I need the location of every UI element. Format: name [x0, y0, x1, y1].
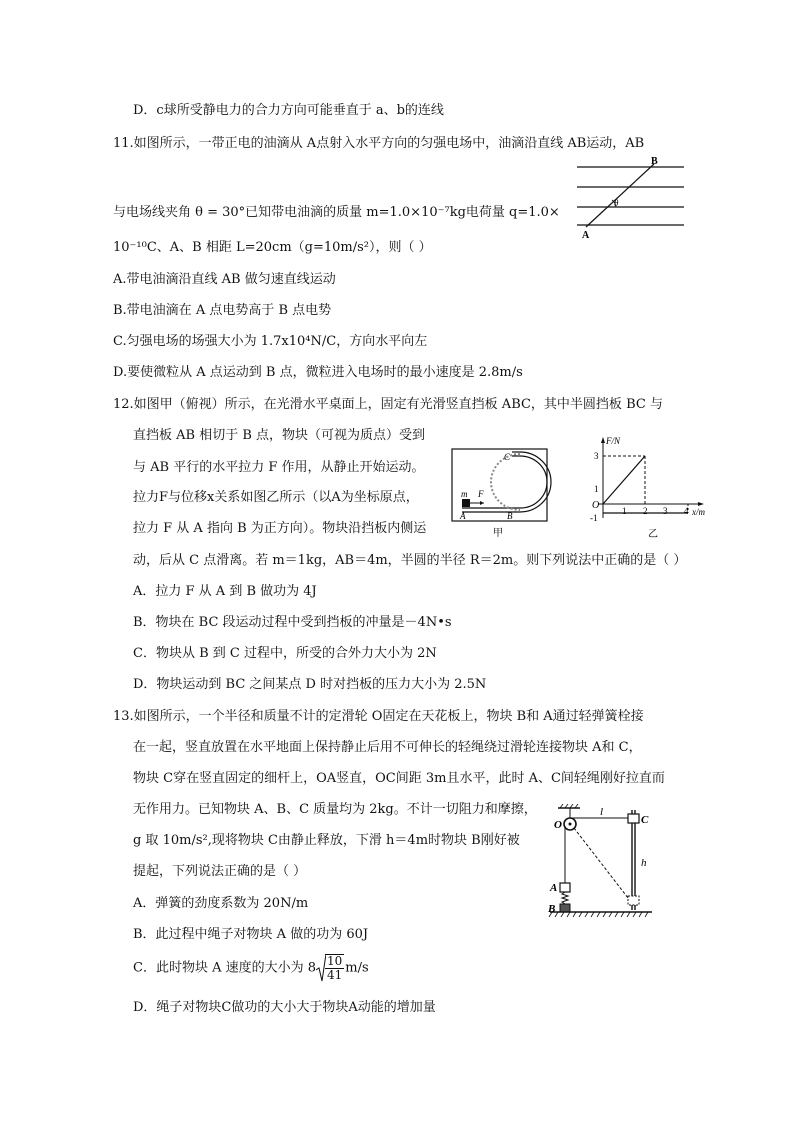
q12-jia-label-f: F: [478, 489, 484, 499]
q11-figure: [572, 155, 692, 241]
q13-option-c-text: C．此时物块 A 速度的大小为 8: [133, 960, 317, 976]
q12-jia-label-b: B: [507, 511, 513, 521]
q11-fig-label-a: A: [582, 230, 590, 241]
q12-stem-line-2: 直挡板 AB 相切于 B 点，物块（可视为质点）受到: [133, 428, 426, 443]
q12-figure-yi: [588, 432, 713, 542]
q13-option-c: [133, 953, 369, 983]
q12-option-a: A．拉力 F 从 A 到 B 做功为 4J: [133, 584, 317, 599]
q13-option-c-fraction: [325, 954, 344, 982]
q12-stem-line-5: 拉力 F 从 A 指向 B 为正方向）。物块沿挡板内侧运: [133, 521, 427, 536]
q13-stem-line-6: 提起，下列说法正确的是（ ）: [133, 864, 307, 879]
q12-yi-ytick: 1: [594, 484, 599, 494]
q12-yi-xtick: 1: [622, 506, 627, 516]
q13-stem-line-4: 无作用力。已知物块 A、B、C 质量均为 2kg。不计一切阻力和摩擦，: [133, 802, 537, 817]
q13-fig-label-l: l: [600, 806, 604, 818]
q12-stem-line-6: 动，后从 C 点滑离。若 m＝1kg，AB＝4m，半圆的半径 R＝2m。则下列说法中正确的是（ ）: [133, 553, 687, 568]
q12-option-d: D．物块运动到 BC 之间某点 D 时对挡板的压力大小为 2.5N: [133, 677, 487, 692]
q12-yi-xtick: 3: [663, 506, 668, 516]
q13-option-a: A．弹簧的劲度系数为 20N/m: [133, 896, 309, 911]
q12-stem-line-1: 12.如图甲（俯视）所示，在光滑水平桌面上，固定有光滑竖直挡板 ABC，其中半圆挡板 BC 与: [113, 397, 663, 412]
q12-jia-label-c: C: [504, 452, 511, 462]
q13-stem-line-3: 物块 C穿在竖直固定的细杆上，OA竖直，OC间距 3m且水平，此时 A、C间轻绳刚好拉直而: [133, 771, 665, 786]
q12-yi-xlabel: x/m: [692, 507, 705, 517]
q13-stem-line-1: 13.如图所示，一个半径和质量不计的定滑轮 O固定在天花板上，物块 B和 A通过轻弹簧栓接: [113, 709, 644, 724]
q13-fig-label-c: C: [641, 814, 649, 826]
q12-yi-ytick: -1: [590, 513, 598, 523]
q11-stem-line-2: 与电场线夹角 θ = 30°已知带电油滴的质量 m=1.0×10⁻⁷kg电荷量 q=1.0×: [113, 205, 560, 220]
fraction-numerator: 10: [327, 954, 343, 968]
q13-option-b: B．此过程中绳子对物块 A 做的功为 60J: [133, 927, 369, 942]
q12-stem-line-4: 拉力F与位移x关系如图乙所示（以A为坐标原点，: [133, 490, 419, 505]
q12-figure-jia: [450, 446, 552, 538]
q13-fig-label-h: h: [641, 857, 647, 869]
q11-fig-theta: θ: [614, 198, 619, 208]
sqrt-symbol: [316, 953, 326, 983]
q12-jia-label-a: A: [460, 511, 466, 521]
q12-yi-ylabel: F/N: [606, 436, 621, 446]
q12-stem-line-3: 与 AB 平行的水平拉力 F 作用，从静止开始运动。: [133, 460, 425, 475]
q12-yi-xtick: 2: [643, 506, 648, 516]
q13-option-d: D．绳子对物块C做功的大小大于物块A动能的增加量: [133, 1000, 436, 1015]
q10-option-d: D．c球所受静电力的合力方向可能垂直于 a、b的连线: [133, 103, 444, 118]
q11-option-d: D.要使微粒从 A 点运动到 B 点，微粒进入电场时的最小速度是 2.8m/s: [113, 365, 523, 380]
q12-jia-caption: 甲: [493, 528, 503, 538]
q11-option-a: A.带电油滴沿直线 AB 做匀速直线运动: [113, 272, 336, 287]
fraction-denominator: 41: [327, 968, 343, 982]
q13-fig-label-b: B: [548, 903, 556, 915]
q11-option-c: C.匀强电场的场强大小为 1.7x10⁴N/C，方向水平向左: [113, 334, 428, 349]
q12-yi-ytick: 3: [594, 451, 599, 461]
q13-stem-line-5: g 取 10m/s²,现将物块 C由静止释放，下滑 h＝4m时物块 B刚好被: [133, 833, 520, 848]
q11-option-b: B.带电油滴在 A 点电势高于 B 点电势: [113, 303, 332, 318]
q12-option-b: B．物块在 BC 段运动过程中受到挡板的冲量是－4N•s: [133, 615, 452, 630]
q11-stem-line-1: 11.如图所示，一带正电的油滴从 A点射入水平方向的匀强电场中，油滴沿直线 AB运动，AB: [113, 136, 645, 151]
q13-option-c-unit: m/s: [345, 960, 369, 976]
q12-yi-xtick: 4: [684, 506, 689, 516]
q12-jia-label-m: m: [461, 489, 468, 499]
q13-fig-label-a: A: [550, 882, 558, 894]
q12-yi-caption: 乙: [648, 529, 658, 540]
q13-figure: [540, 800, 660, 922]
q11-stem-line-3: 10⁻¹⁰C、A、B 相距 L=20cm（g=10m/s²），则（ ）: [113, 240, 432, 255]
q13-stem-line-2: 在一起，竖直放置在水平地面上保持静止后用不可伸长的轻绳绕过滑轮连接物块 A和 C，: [133, 740, 642, 755]
q13-fig-label-o: O: [554, 819, 562, 831]
q12-option-c: C．物块从 B 到 C 过程中，所受的合外力大小为 2N: [133, 646, 437, 661]
q12-yi-origin: O: [592, 500, 600, 511]
q11-fig-label-b: B: [651, 156, 658, 167]
